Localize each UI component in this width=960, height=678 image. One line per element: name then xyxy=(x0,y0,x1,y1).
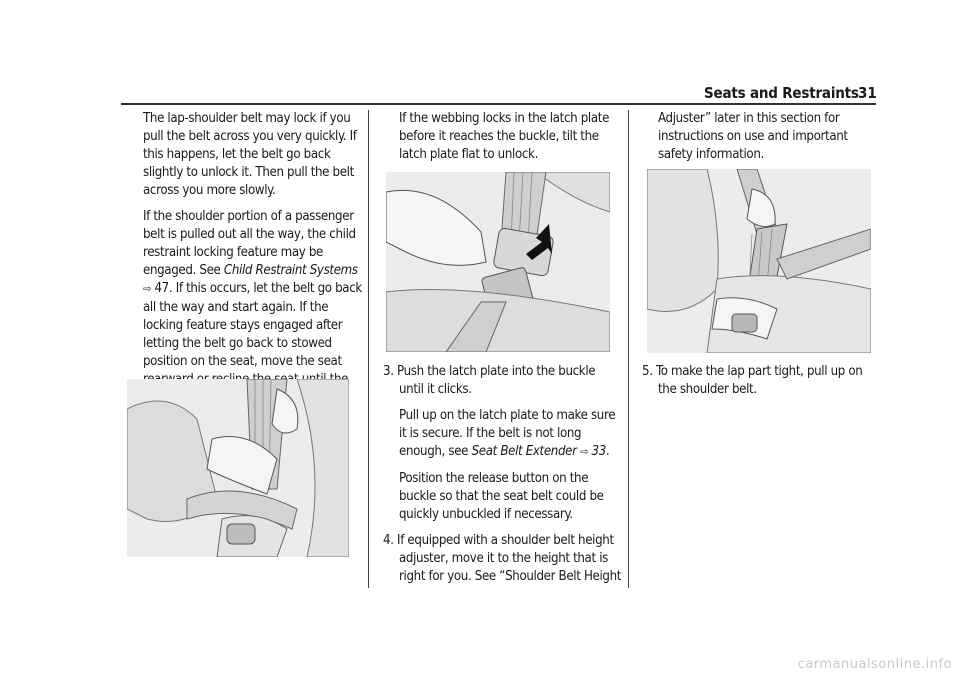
text: Pull up on the latch plate to make sure it is secure. If the belt is not long enough, see xyxy=(399,408,616,459)
step-number: 3. xyxy=(383,364,394,379)
xref-page[interactable]: 47 xyxy=(154,281,169,296)
step-number: 5. xyxy=(642,364,653,379)
xref-child-restraint-systems[interactable]: Child Restraint Systems xyxy=(223,263,358,278)
step-text: To make the lap part tight, pull up on the shoulder belt. xyxy=(656,364,863,397)
column-2 xyxy=(383,110,623,172)
header-rule xyxy=(121,103,876,105)
illustration-latch-plate-tilt xyxy=(386,172,610,352)
text: If the shoulder portion of a passenger belt is pulled out all the way, the child restraint locking feature may be engaged. See xyxy=(143,209,356,278)
paragraph-latch-plate: If the webbing locks in the latch plate before it reaches the buckle, tilt the latch plate flat to unlock. xyxy=(399,111,610,162)
step-text: If equipped with a shoulder belt height adjuster, move it to the height that is right for you. See “Shoulder Belt Height xyxy=(397,533,622,584)
page-header-title: Seats and Restraints xyxy=(704,84,859,102)
watermark: carmanualsonline.info xyxy=(797,657,952,672)
illustration-lap-belt-tighten xyxy=(647,169,871,353)
step-4 xyxy=(383,532,623,586)
column-3 xyxy=(642,110,882,172)
page-number: 31 xyxy=(858,84,877,102)
xref-arrow-icon: ⇨ xyxy=(143,284,152,295)
xref-seat-belt-extender[interactable]: Seat Belt Extender xyxy=(471,444,577,459)
step-3-release-button: Position the release button on the buckle so that the seat belt could be quickly unbuckled if necessary. xyxy=(399,471,604,522)
column-divider-2 xyxy=(628,110,629,588)
column-divider-1 xyxy=(368,110,369,588)
column-2-steps xyxy=(383,363,623,594)
xref-page[interactable]: 33 xyxy=(591,444,606,459)
step-5 xyxy=(642,363,882,399)
paragraph-belt-lock: The lap-shoulder belt may lock if you pull the belt across you very quickly. If this happens, let the belt go back slightly to unlock it. Then pull the belt across you more slowly. xyxy=(143,111,357,198)
column-3-steps xyxy=(642,363,882,407)
step-3 xyxy=(383,363,623,399)
step-text: Push the latch plate into the buckle until it clicks. xyxy=(397,364,596,397)
paragraph-child-restraint xyxy=(143,208,363,407)
step-number: 4. xyxy=(383,533,394,548)
paragraph-adjuster-continuation: Adjuster” later in this section for instructions on use and important safety information. xyxy=(658,111,848,162)
text: . xyxy=(605,444,610,459)
xref-arrow-icon: ⇨ xyxy=(580,447,589,458)
column-1 xyxy=(143,110,363,415)
step-3-secure xyxy=(383,407,623,462)
illustration-belt-pull xyxy=(127,379,349,557)
text: . If this occurs, let the belt go back all the way and start again. If the locking feature stays engaged after letting the belt go back to stowed position on the seat, move the seat xyxy=(143,281,362,369)
